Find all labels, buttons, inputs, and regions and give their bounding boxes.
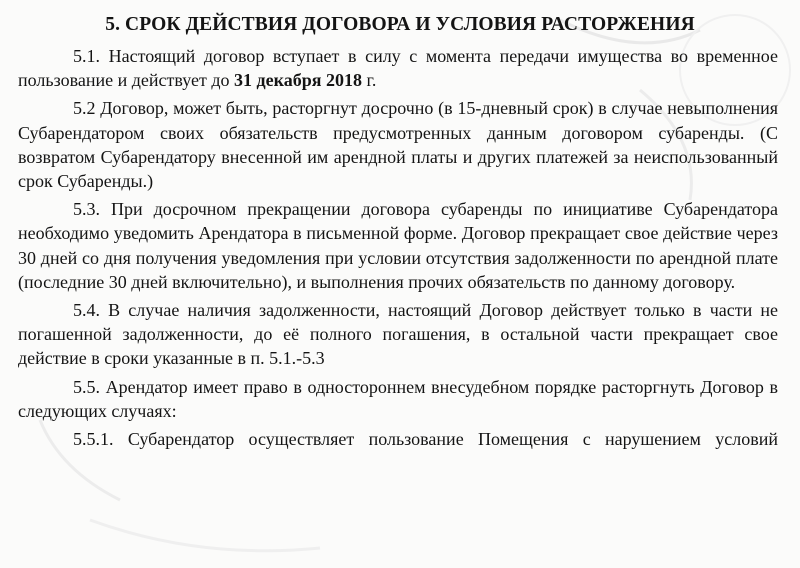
clause-5-3: 5.3. При досрочном прекращении договора субаренды по инициативе Субарендатора необходимо уведомить Арендатора в письменной форме. Договор прекращает свое действие через 30 дней со дня получения уведомления при условии отсутствия задолженности по арендной плате (последние 30 дней включительно), и выполнения прочих обязательств по данному договору. xyxy=(18,199,778,292)
document-body xyxy=(18,44,778,451)
clause-5-1-date: 31 декабря 2018 xyxy=(234,70,362,91)
clause-5-2: 5.2 Договор, может быть, расторгнут досрочно (в 15-дневный срок) в случае невыполнения Субарендатором своих обязательств предусмотренных данным договором субаренды. (С возвратом Субарендатору внесенной им арендной платы и других платежей за неиспользованный срок Субаренды.) xyxy=(18,98,778,192)
clause-5-5-1: 5.5.1. Субарендатор осуществляет пользование Помещения с нарушением условий xyxy=(73,429,778,450)
section-title: 5. СРОК ДЕЙСТВИЯ ДОГОВОРА И УСЛОВИЯ РАСТОРЖЕНИЯ xyxy=(105,14,695,35)
clause-5-1 xyxy=(18,44,778,92)
clause-5-4: 5.4. В случае наличия задолженности, настоящий Договор действует только в части не погашенной задолженности, до её полного погашения, в остальной части прекращает свое действие в сроки указанные в п. 5.1.-5.3 xyxy=(18,300,778,369)
clause-5-1-suffix: г. xyxy=(361,70,377,91)
clause-5-1-text: 5.1. Настоящий договор вступает в силу с момента передачи имущества во временное пользование и действует до xyxy=(18,46,778,91)
clause-5-5: 5.5. Арендатор имеет право в одностороннем внесудебном порядке расторгнуть Договор в следующих случаях: xyxy=(18,376,778,421)
